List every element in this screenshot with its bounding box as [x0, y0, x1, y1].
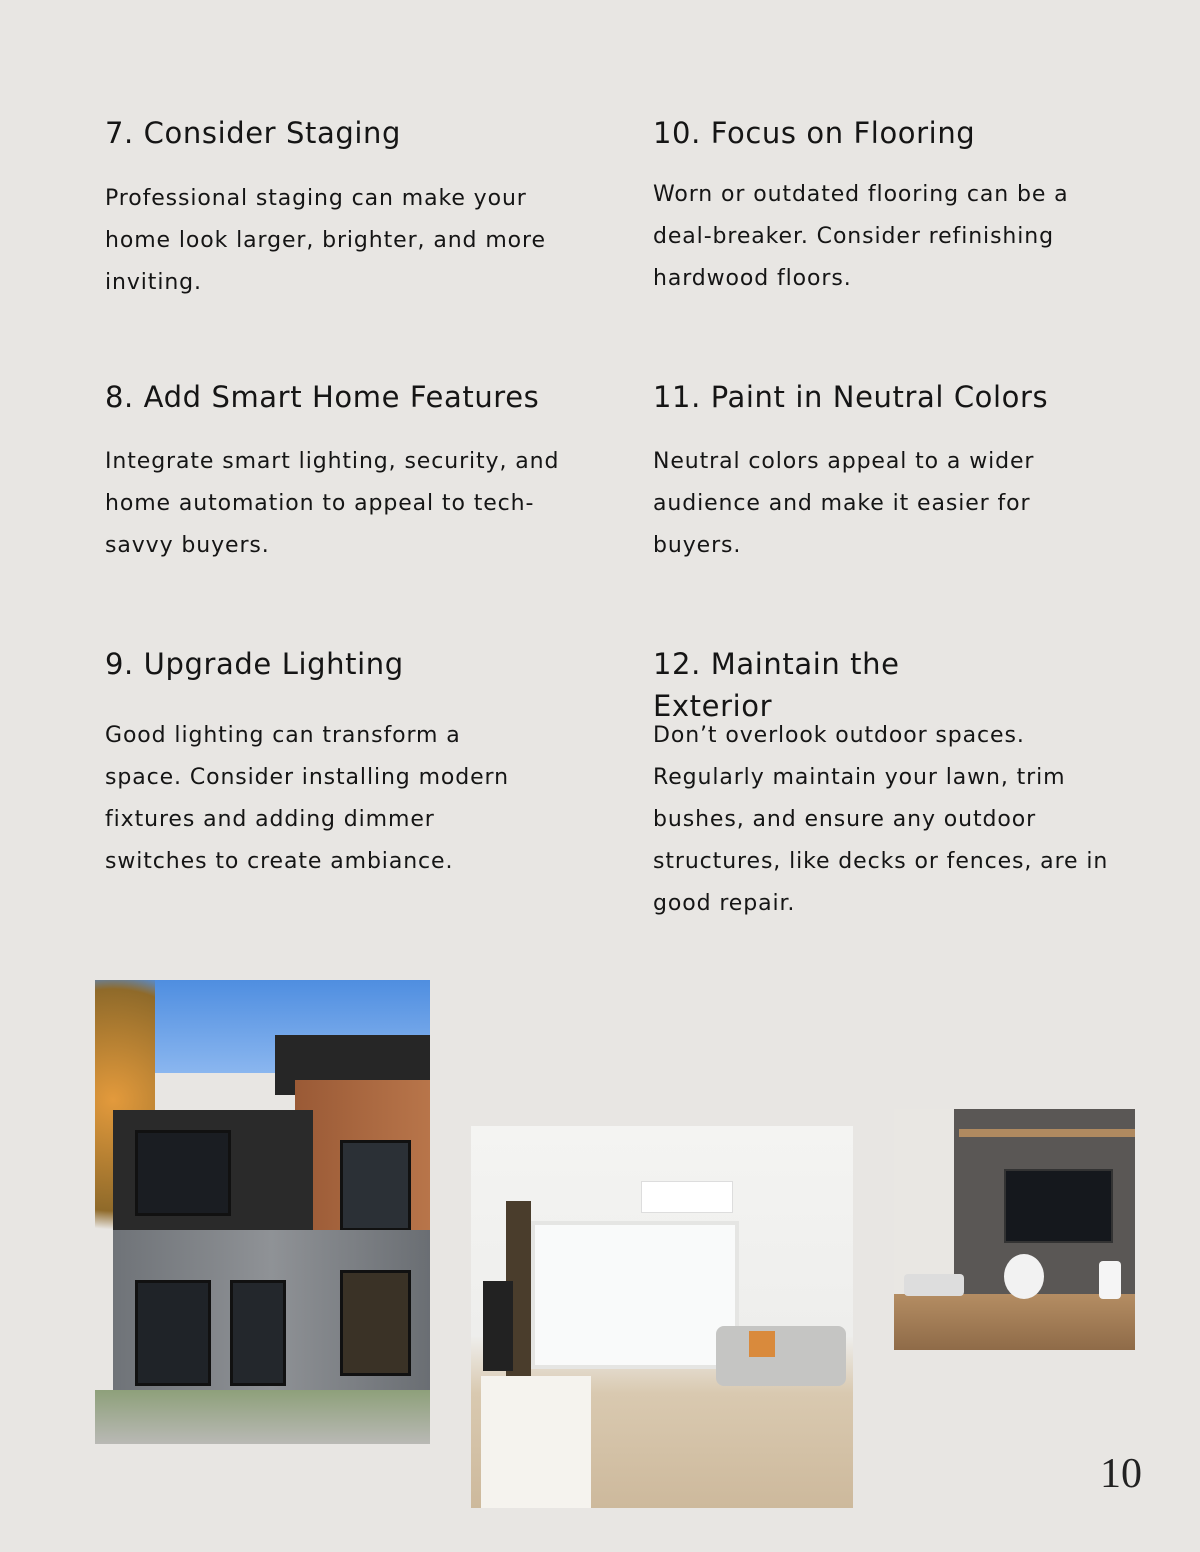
tip-title: 12. Maintain the Exterior — [653, 647, 900, 723]
tip-8 — [105, 376, 585, 558]
tip-title: 10. Focus on Flooring — [653, 116, 976, 150]
tip-body: Worn or outdated flooring can be a deal-breaker. Consider refinishing hardwood floors. — [653, 182, 1069, 291]
tip-9 — [105, 643, 585, 874]
page-number: 10 — [1100, 1451, 1142, 1497]
tip-7 — [105, 112, 585, 295]
tip-body: Integrate smart lighting, security, and home automation to appeal to tech-savvy buyers. — [105, 449, 560, 558]
tip-title: 11. Paint in Neutral Colors — [653, 380, 1049, 414]
tip-body: Don’t overlook outdoor spaces. Regularly maintain your lawn, trim bushes, and ensure any outdoor structures, like decks or fences, are in good repair. — [653, 723, 1109, 916]
tip-10 — [653, 112, 1133, 291]
tip-title: 8. Add Smart Home Features — [105, 380, 540, 414]
tip-12 — [653, 643, 1109, 916]
tip-body: Good lighting can transform a space. Consider installing modern fixtures and adding dimmer switches to create ambiance. — [105, 723, 509, 874]
tip-title: 9. Upgrade Lighting — [105, 647, 404, 681]
living-room-photo — [471, 1126, 853, 1508]
tip-title: 7. Consider Staging — [105, 116, 402, 150]
house-exterior-photo — [95, 980, 430, 1444]
tip-body: Neutral colors appeal to a wider audience and make it easier for buyers. — [653, 449, 1035, 558]
smart-home-devices-photo — [894, 1109, 1135, 1350]
tip-11 — [653, 376, 1133, 558]
tip-body: Professional staging can make your home look larger, brighter, and more inviting. — [105, 186, 546, 295]
